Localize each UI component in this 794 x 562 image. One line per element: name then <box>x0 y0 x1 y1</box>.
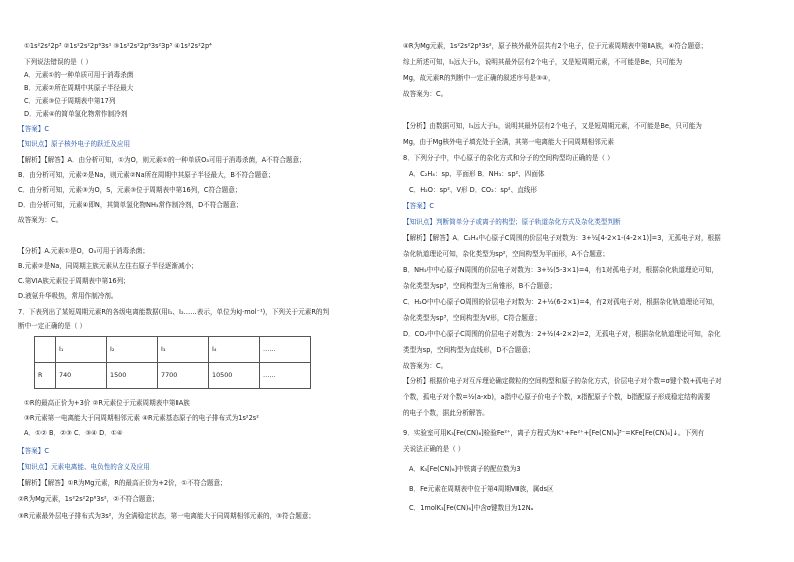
right_column-line: C．1molK₃[Fe(CN)₆]中含σ键数目为12Nₐ <box>409 504 534 512</box>
right_column-line: 的电子个数，据此分析解答。 <box>403 409 489 417</box>
right_column-line: 综上所述可知，I₃远大于I₂，说明其最外层有2个电子，又是短周期元素，不可能是Be，只可能为 <box>403 58 683 66</box>
left_column-line: ①1s²2s²2p³ ②1s²2s²2p⁶3s¹ ③1s²2s²2p⁶3s²3p⁵ ④1s²2s²2p⁴ <box>24 42 212 50</box>
left_column-line: A．元素①的一种单质可用于消毒杀菌 <box>24 71 134 79</box>
right_column-line: 【知识点】判断简单分子或离子的构型；原子轨道杂化方式及杂化类型判断 <box>403 218 621 226</box>
table-cell: 1500 <box>107 363 158 389</box>
right_column-line: D．CO₂中中心原子C周围的价层电子对数为：2+½(4-2×2)=2，无孤电子对，根据杂化轨道理论可知，杂化 <box>403 330 721 338</box>
right_column-line: Mg，由于Mg核外电子填充处于全满，其第一电离能大于同周期相邻元素 <box>403 138 614 146</box>
right_column-line: B．NH₃中中心原子N周围的价层电子对数为：3+½(5-3×1)=4，有1对孤电子对，根据杂化轨道理论可知， <box>403 266 719 274</box>
right_column-line: 杂化轨道理论可知，杂化类型为sp²，空间构型为平面形，A不合题意； <box>403 250 609 258</box>
right_column-line: C．H₂O中中心原子O周围的价层电子对数为：2+½(6-2×1)=4，有2对孤电子对，根据杂化轨道理论可知， <box>403 298 719 306</box>
right_column-line: 8．下列分子中，中心原子的杂化方式和分子的空间构型均正确的是（ ） <box>403 154 614 162</box>
right_column-line: 故答案为：C。 <box>403 362 448 370</box>
table-cell: I₁ <box>56 337 107 363</box>
table-cell: 10500 <box>209 363 260 389</box>
left_column-line: 7．下表列出了某短周期元素R的各级电离能数据(用I₁、I₂……表示，单位为kJ·mol⁻¹)，下列关于元素R的判 <box>18 308 330 316</box>
left_column-line: 【分析】A.元素①是O，O₃可用于消毒杀菌； <box>18 247 149 255</box>
table-cell: 7700 <box>158 363 209 389</box>
table-cell: I₂ <box>107 337 158 363</box>
table-cell: R <box>35 363 56 389</box>
right_column-line: 【分析】由数据可知，I₃远大于I₂，说明其最外层有2个电子，又是短周期元素，不可能是Be，只可能为 <box>403 122 702 130</box>
left_column-line: B.元素②是Na，同周期主族元素从左往右原子半径逐渐减小； <box>18 262 198 270</box>
right_column-line: Mg，故元素R的判断中一定正确的叙述序号是③④， <box>403 74 555 82</box>
right_column-line: C．H₂O：sp²、V形 D．CO₂：sp²、直线形 <box>409 186 537 194</box>
left_column-line: B．元素②所在周期中其原子半径最大 <box>24 84 134 92</box>
left_column-line: C．元素③位于周期表中第17列 <box>24 97 116 105</box>
left_column-line: ②R为Mg元素，1s²2s²2p⁶3s²，②不符合题意； <box>18 495 159 503</box>
left_column-line: 【答案】C <box>18 447 49 455</box>
table-cell: I₄ <box>209 337 260 363</box>
right_column-line: 个数，孤电子对个数=½(a-xb)，a指中心原子价电子个数，x指配原子个数，b指配原子形成稳定结构需要 <box>403 393 711 401</box>
left_column-line: ③R元素最外层电子排布式为3s²，为全满稳定状态，第一电离能大于同周期相邻元素的，③符合题意； <box>18 512 316 520</box>
right_column-line: 类型为sp，空间构型为直线形，D不合题意； <box>403 346 535 354</box>
right_column-line: 9．实验室可用K₃[Fe(CN)₆]检验Fe²⁺，离子方程式为K⁺+Fe²⁺+[Fe(CN)₆]³⁻=KFe[Fe(CN)₆]↓。下列有 <box>403 429 705 437</box>
right_column-line: 【答案】C <box>403 202 434 210</box>
left_column-line: 故答案为：C。 <box>18 216 63 224</box>
left_column-line: ③R元素第一电离能大于同周期相邻元素 ④R元素基态原子的电子排布式为1s²2s² <box>24 414 259 422</box>
right_column-line: 关说法正确的是（ ） <box>403 445 465 453</box>
left-column <box>18 0 388 562</box>
left_column-line: D.液氨升华吸热，常用作制冷剂。 <box>18 292 118 300</box>
right_column-line: 杂化类型为sp³，空间构型为V形，C符合题意； <box>403 314 542 322</box>
table-cell <box>35 337 56 363</box>
table-cell: …… <box>260 337 311 363</box>
left_column-line: 下列说法错误的是（ ） <box>24 58 93 66</box>
table-cell: 740 <box>56 363 107 389</box>
left_column-line: B．由分析可知，元素②是Na，则元素②Na所在周期中其原子半径最大，B不符合题意； <box>18 171 275 179</box>
right_column-line: ④R为Mg元素，1s²2s²2p⁶3s²，原子核外最外层共有2个电子，位于元素周期表中第ⅡA族，④符合题意； <box>403 42 708 50</box>
table-header-row <box>35 337 311 363</box>
left_column-line: 断中一定正确的是（ ） <box>18 322 87 330</box>
left_column-line: 【答案】C <box>18 125 49 133</box>
left_column-line: ①R的最高正价为+3价 ②R元素位于元素周期表中第ⅡA族 <box>24 399 190 407</box>
left_column-line: 【知识点】元素电离能、电负性的含义及应用 <box>18 463 150 471</box>
right_column-line: A．C₂H₄：sp、平面形 B．NH₃：sp²、四面体 <box>409 170 545 178</box>
left_column-line: A．①② B．②③ C．③④ D．①④ <box>24 429 123 437</box>
right_column-line: B．Fe元素在周期表中位于第4周期Ⅷ族，属ds区 <box>409 485 554 493</box>
left_column-line: 【解析】【解答】①R为Mg元素，R的最高正价为+2价，①不符合题意； <box>18 479 227 487</box>
right_column-line: A．K₃[Fe(CN)₆]中铁离子的配位数为3 <box>409 465 521 473</box>
table-row <box>35 363 311 389</box>
left_column-line: 【解析】【解答】A．由分析可知，①为O，则元素①的一种单质O₃可用于消毒杀菌，A不符合题意； <box>18 156 306 164</box>
left_column-line: D．元素④的简单氢化物常作制冷剂 <box>24 110 128 118</box>
right_column-line: 杂化类型为sp³，空间构型为三角锥形，B不合题意； <box>403 282 557 290</box>
right_column-line: 【分析】根据价电子对互斥理论确定微粒的空间构型和原子的杂化方式，价层电子对个数=σ键个数+孤电子对 <box>403 377 722 385</box>
left_column-line: C.第VIA族元素位于周期表中第16列； <box>18 277 130 285</box>
table-cell: I₃ <box>158 337 209 363</box>
right_column-line: 故答案为：C。 <box>403 90 448 98</box>
left_column-line: 【知识点】原子核外电子的跃迁及应用 <box>18 140 131 148</box>
left_column-line: D．由分析可知，元素④即N，其简单氢化物NH₃常作制冷剂，D不符合题意； <box>18 201 243 209</box>
table-cell: …… <box>260 363 311 389</box>
ionization-energy-table <box>34 336 311 389</box>
right-column <box>403 0 773 562</box>
left_column-line: C．由分析可知，元素③为O，S，元素③位于周期表中第16列，C符合题意； <box>18 186 242 194</box>
right_column-line: 【解析】【解答】A．C₂H₄中心原子C周围的价层电子对数为：3+½[4-2×1-(4-2×1)]=3，无孤电子对，根据 <box>403 234 721 242</box>
